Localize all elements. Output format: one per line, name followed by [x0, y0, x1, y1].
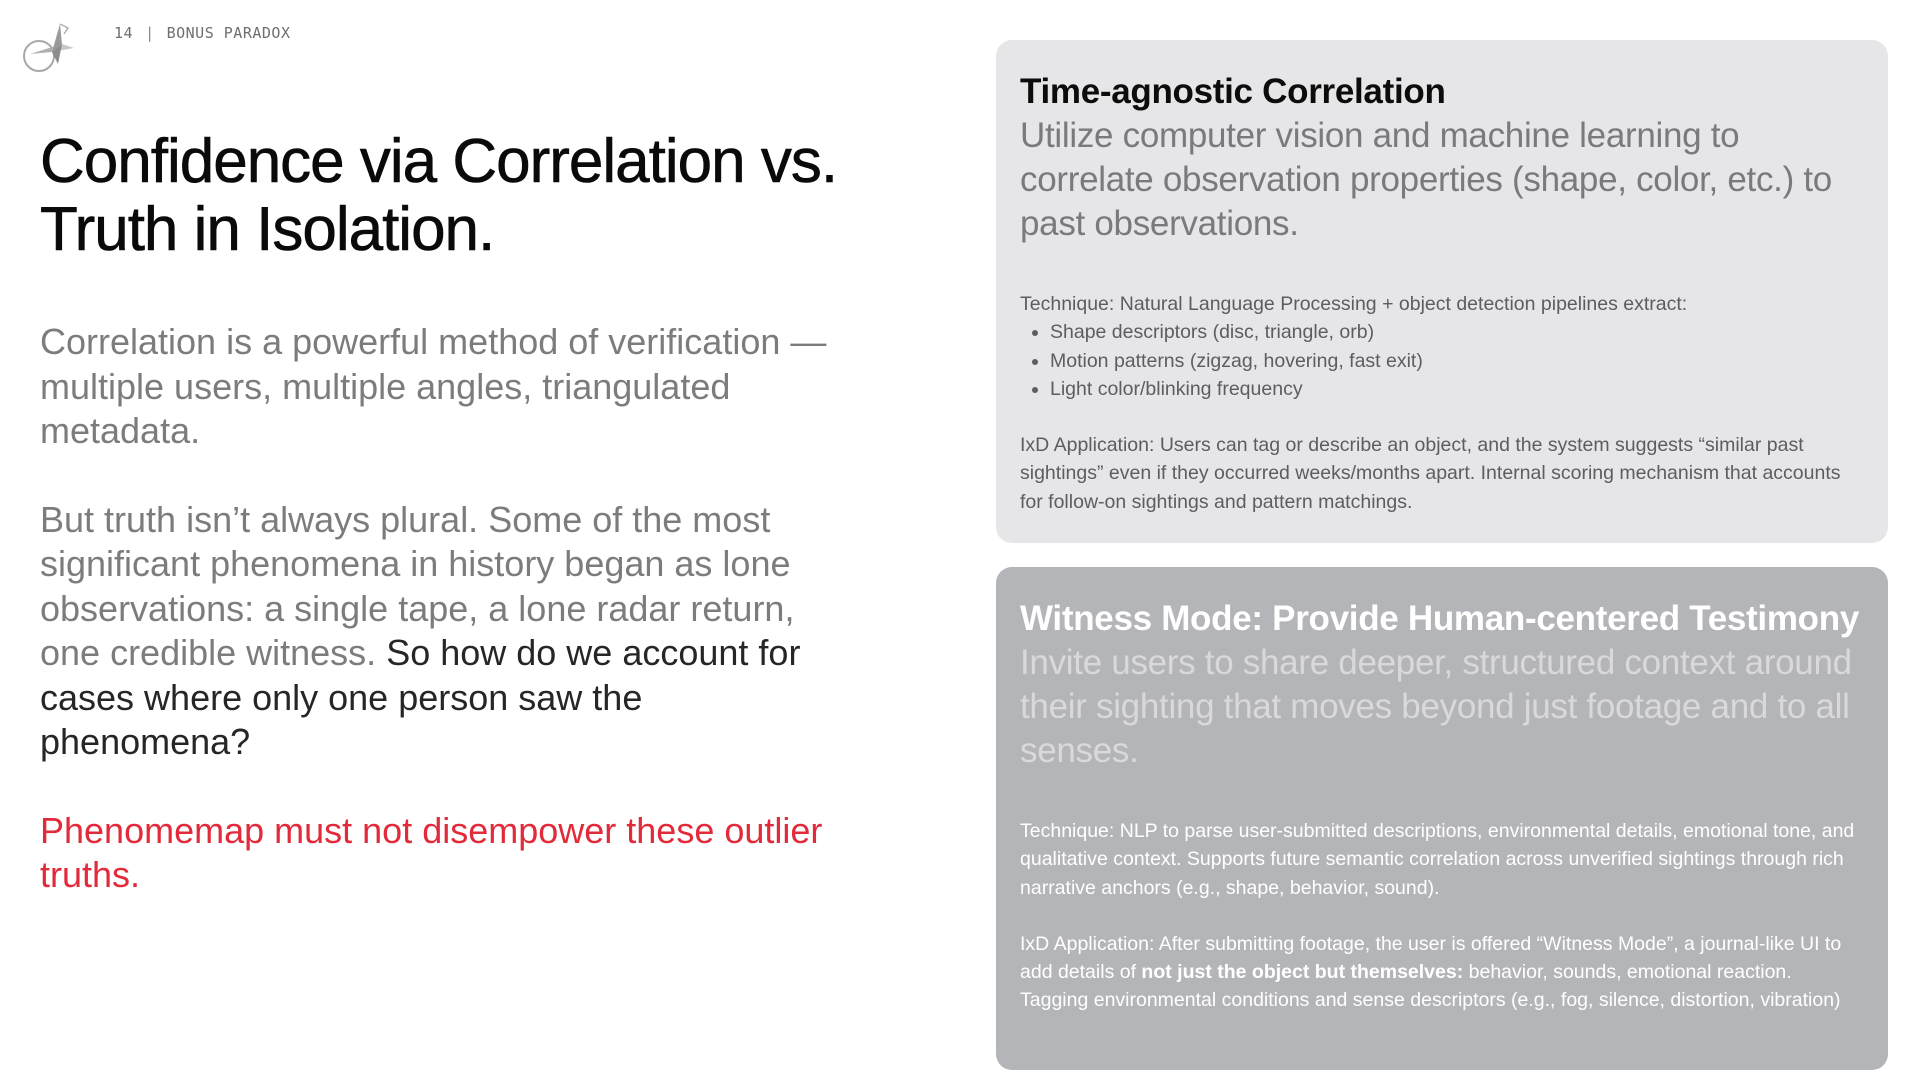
- slide-header: [22, 18, 291, 74]
- title-line-2: Truth in Isolation.: [40, 195, 495, 264]
- list-item: Motion patterns (zigzag, hovering, fast exit): [1030, 347, 1864, 375]
- card-technique: Technique: Natural Language Processing + object detection pipelines extract:: [1020, 293, 1688, 315]
- page-number: 14: [114, 24, 134, 42]
- card-ixd-application: [1020, 930, 1864, 1015]
- section-label: BONUS PARADOX: [166, 24, 291, 42]
- card-technique: Technique: NLP to parse user-submitted descriptions, environmental details, emotional tone, and qualitative context. Supports future semantic correlation across unverified sightings through rich narrative anchors (e.g., shape, behavior, sound).: [1020, 820, 1855, 899]
- compass-star-logo-icon: [22, 18, 82, 74]
- ixd-text-end: behavior, sounds, emotional reaction. Tagging environmental conditions and sense descriptors (e.g., fog, silence, distortion, vibration): [1020, 961, 1841, 1012]
- list-item: Light color/blinking frequency: [1030, 375, 1864, 403]
- outlier-truths-statement: Phenomemap must not disempower these outlier truths.: [40, 809, 823, 895]
- card-title: Time-agnostic Correlation: [1020, 72, 1446, 111]
- ixd-emphasis: not just the object but themselves:: [1141, 961, 1464, 984]
- correlation-paragraph: Correlation is a powerful method of verification — multiple users, multiple angles, triangulated metadata.: [40, 321, 827, 451]
- time-agnostic-correlation-card: [996, 40, 1888, 543]
- card-title: Witness Mode: Provide Human-centered Testimony: [1020, 599, 1860, 638]
- extraction-list: [1020, 318, 1864, 403]
- list-item: Shape descriptors (disc, triangle, orb): [1030, 318, 1864, 346]
- slide-breadcrumb: [114, 24, 291, 42]
- page-title: [40, 128, 860, 264]
- truth-paragraph-question: So how do we account for cases where only one person saw the phenomena?: [40, 632, 801, 762]
- truth-paragraph-muted: But truth isn’t always plural. Some of the most significant phenomena in history began as lone observations: a single tape, a lone radar return, one credible witness.: [40, 498, 795, 673]
- truth-paragraph: [40, 498, 860, 765]
- card-ixd-application: IxD Application: Users can tag or describe an object, and the system suggests “similar past sightings” even if they occurred weeks/months apart. Internal scoring mechanism that accounts for follow-on sightings and pattern matchings.: [1020, 434, 1841, 513]
- title-line-1: Confidence via Correlation vs.: [40, 127, 838, 196]
- witness-mode-card: [996, 567, 1888, 1070]
- ixd-text-start: IxD Application: After submitting footage, the user is offered “Witness Mode”, a journal-like UI to add details of: [1020, 932, 1842, 984]
- card-lead: Utilize computer vision and machine learning to correlate observation properties (shape, color, etc.) to past observations.: [1020, 116, 1832, 243]
- left-column: [40, 128, 860, 898]
- breadcrumb-separator: |: [145, 24, 155, 42]
- card-lead: Invite users to share deeper, structured context around their sighting that moves beyond just footage and to all senses.: [1020, 643, 1852, 770]
